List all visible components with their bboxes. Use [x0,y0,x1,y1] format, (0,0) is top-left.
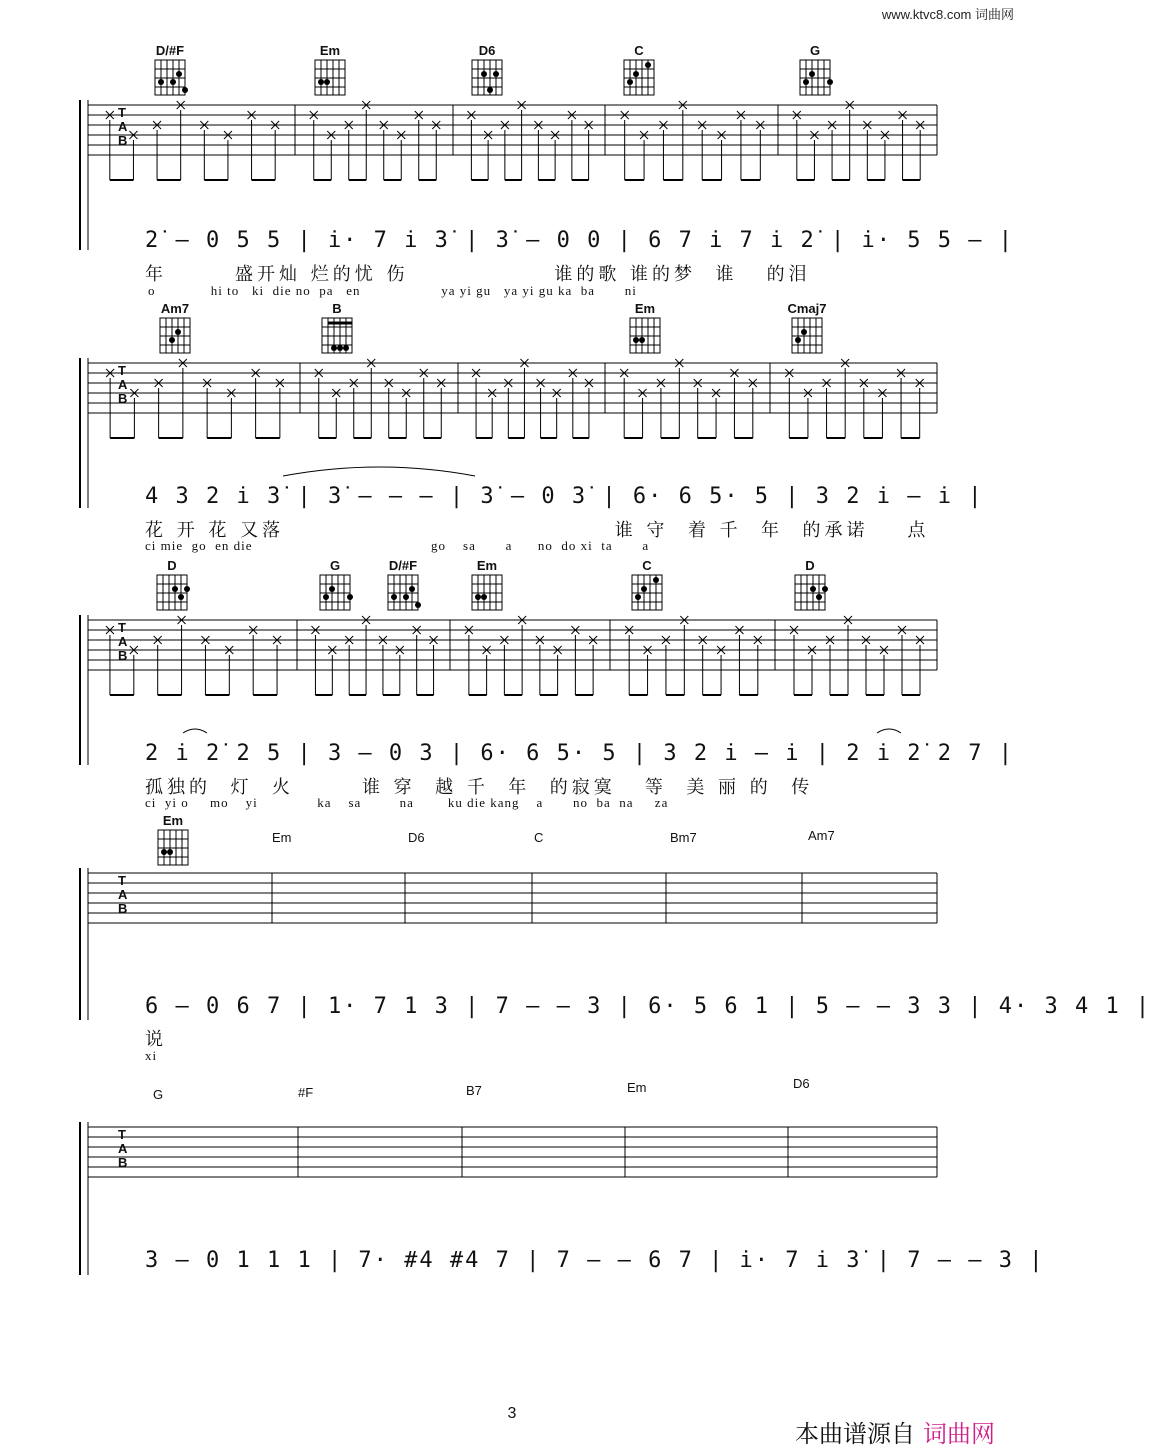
chord-diagram: G [790,43,840,103]
numbered-notation: 2 i̇ 2̇ 2 5 | 3 — 0 3 | 6· 6 5· 5 | 3 2 i̇ — i̇ | 2 i̇ 2̇ 2 7 | [145,741,1014,766]
footer-text: 本曲谱源自 [795,1420,915,1448]
footer-brand: 词曲网 [923,1420,995,1448]
chord-diagram: Em [620,301,670,361]
lyrics-chinese: 花 开 花 又落 谁 守 着 千 年 的承诺 点 [145,520,930,541]
tab-clef: T A B [118,1127,128,1170]
system-2 [0,298,1024,558]
system-3 [0,555,1024,815]
chord-name: Bm7 [670,830,697,845]
numbered-notation: 4 3 2 i̇ 3̇ | 3̇ — — — | 3̇ — 0 3̇ | 6· 6 5· 5 | 3 2 i̇ — i̇ | [145,484,984,509]
numbered-notation: 3 — 0 1 1 1 | 7· #4 #4 7 | 7 — — 6 7 | i̇· 7 i̇ 3̇ | 7 — — 3 | [145,1248,1045,1273]
tab-clef: T A B [118,873,128,916]
numbered-notation: 6 — 0 6 7 | 1· 7 1 3 | 7 — — 3 | 6· 5 6 1 | 5 — — 3 3 | 4· 3 4 1 | [145,994,1151,1019]
lyrics-romanized: ci yi o mo yi ka sa na ku die kang a no ba na za [145,795,669,810]
lyrics-chinese: 说 [145,1029,167,1050]
lyrics-romanized: ci mie go en die go sa a no do xi ta a [145,538,650,553]
chord-diagram: D/#F [145,43,195,103]
chord-diagram: Cmaj7 [782,301,832,361]
chord-diagram: B [312,301,362,361]
chord-diagram: D6 [462,43,512,103]
page-number: 3 [507,1405,517,1422]
lyrics-chinese: 年 盛开灿 烂的忧 伤 谁的歌 谁的梦 谁 的泪 [145,264,811,285]
tab-staff [0,1070,1024,1310]
tab-clef: T A B [118,620,128,663]
chord-diagram: C [622,558,672,618]
chord-name: D6 [408,830,425,845]
chord-name: G [153,1087,164,1102]
system-4 [0,810,1151,1070]
chord-diagram: C [614,43,664,103]
system-5 [0,1070,1045,1310]
chord-diagram: D [147,558,197,618]
source-footer [795,1414,995,1449]
chord-name: Am7 [808,828,835,843]
lyrics-romanized: xi [145,1048,158,1063]
chord-diagram: Em [462,558,512,618]
system-1 [0,40,1024,300]
site-header: www.ktvc8.com 词曲网 [881,7,1014,22]
chord-diagram: G [310,558,360,618]
chord-name: D6 [793,1076,810,1091]
numbered-notation: 2̇ — 0 5 5 | i̇· 7 i̇ 3̇ | 3̇ — 0 0 | 6 7 i̇ 7 i̇ 2̇ | i̇· 5 5 — | [145,228,1014,253]
lyrics-chinese: 孤独的 灯 火 谁 穿 越 千 年 的寂寞 等 美 丽 的 传 [145,777,814,798]
chord-diagram: Am7 [150,301,200,361]
chord-name: Em [627,1080,647,1095]
chord-diagram: D [785,558,835,618]
lyrics-romanized: o hi to ki die no pa en ya yi gu ya yi gu ka ba ni [148,283,637,298]
chord-diagram: Em [148,813,198,873]
chord-name: C [534,830,544,845]
tab-clef: T A B [118,363,128,406]
chord-name: B7 [466,1083,482,1098]
chord-diagram: D/#F [378,558,428,618]
chord-name: Em [272,830,292,845]
chord-name: #F [298,1085,314,1100]
tab-clef: T A B [118,105,128,148]
chord-diagram: Em [305,43,355,103]
